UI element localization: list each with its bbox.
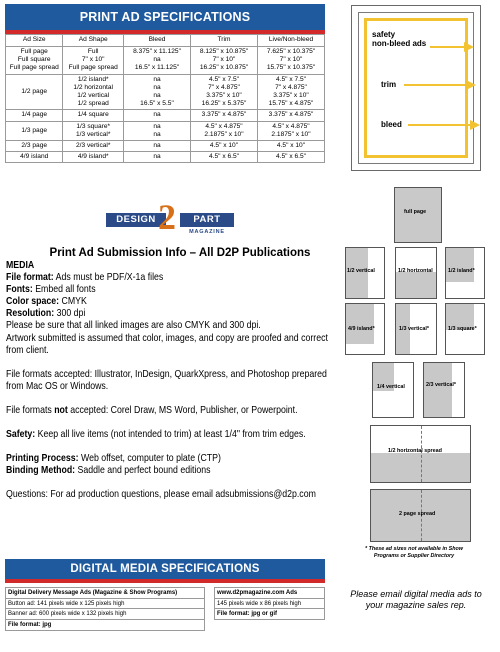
table-header-row <box>6 35 325 47</box>
column-header: Bleed <box>124 35 191 47</box>
table-cell: 4/9 island* <box>63 152 124 163</box>
column-header: Trim <box>191 35 258 47</box>
table-row <box>6 74 325 110</box>
print-specs-title: PRINT AD SPECIFICATIONS <box>5 4 325 30</box>
thumb-two-thirds-vertical: 2/3 vertical* <box>423 362 465 418</box>
table-cell: 3.375" x 4.875" <box>191 110 258 121</box>
artwork-note: Artwork submitted is assumed that color, images, and copy are proofed and correct from client. <box>6 332 328 356</box>
table-cell: 4.5" x 6.5" <box>257 152 324 163</box>
table-cell: 8.375" x 11.125" na 16.5" x 11.125" <box>124 47 191 75</box>
website-ads-heading: www.d2pmagazine.com Ads <box>214 587 325 599</box>
thumb-half-vertical: 1/2 vertical <box>345 247 385 299</box>
color-space-label: Color space: <box>6 296 60 308</box>
table-cell: 4.5" x 4.875" 2.1875" x 10" <box>191 121 258 140</box>
email-note: Please email digital media ads to your magazine sales rep. <box>350 589 482 610</box>
table-cell: 7.625" x 10.375" 7" x 10" 15.75" x 10.375" <box>257 47 324 75</box>
table-cell: 1/2 island* 1/2 horizontal 1/2 vertical 1/2 spread <box>63 74 124 110</box>
table-cell: 4/9 island <box>6 152 63 163</box>
table-cell: 4.5" x 10" <box>191 141 258 152</box>
table-cell: na na <box>124 121 191 140</box>
table-cell: 4.5" x 6.5" <box>191 152 258 163</box>
thumb-half-horizontal: 1/2 horizontal <box>395 247 437 299</box>
print-specs-table <box>5 34 325 163</box>
table-row <box>6 47 325 75</box>
design2part-logo <box>106 197 232 243</box>
print-specs-section <box>5 4 325 163</box>
diagram-label-safety: safety <box>372 30 396 39</box>
digital-specs-section <box>5 559 325 645</box>
table-cell: 1/3 page <box>6 121 63 140</box>
banner-ad-spec: Banner ad: 600 pixels wide x 132 pixels high <box>5 608 205 620</box>
submission-title: Print Ad Submission Info – All D2P Publications <box>49 247 311 259</box>
column-header: Live/Non-bleed <box>257 35 324 47</box>
logo-part: PART <box>180 213 234 227</box>
safety-value: Keep all live items (not intended to trim) at least 1/4" from trim edges. <box>35 429 306 441</box>
table-cell: 1/2 page <box>6 74 63 110</box>
button-ad-spec: Button ad: 141 pixels wide x 125 pixels high <box>5 598 205 610</box>
fonts-value: Embed all fonts <box>32 284 96 296</box>
digital-delivery-file-format: File format: jpg <box>5 619 205 631</box>
thumb-four-ninths-island: 4/9 island* <box>345 303 385 355</box>
file-format-value: Ads must be PDF/X-1a files <box>53 272 164 284</box>
table-cell: 4.5" x 4.875" 2.1875" x 10" <box>257 121 324 140</box>
binding-method-value: Saddle and perfect bound editions <box>75 465 211 477</box>
table-cell: 8.125" x 10.875" 7" x 10" 16.25" x 10.875" <box>191 47 258 75</box>
column-header: Ad Shape <box>63 35 124 47</box>
table-row <box>6 121 325 140</box>
logo-design: DESIGN <box>106 213 166 227</box>
logo-two: 2 <box>158 197 176 237</box>
table-cell: na na na 16.5" x 5.5" <box>124 74 191 110</box>
digital-delivery-heading: Digital Delivery Message Ads (Magazine & Show Programs) <box>5 587 205 599</box>
questions-contact: Questions: For ad production questions, please email adsubmissions@d2p.com <box>6 489 316 501</box>
table-row <box>6 110 325 121</box>
thumb-third-vertical: 1/3 vertical* <box>395 303 437 355</box>
thumb-quarter-vertical: 1/4 vertical <box>372 362 414 418</box>
media-heading: MEDIA <box>6 260 35 271</box>
table-cell: 1/4 square <box>63 110 124 121</box>
diagram-arrows <box>352 6 482 172</box>
table-cell: na <box>124 110 191 121</box>
printing-process-value: Web offset, computer to plate (CTP) <box>78 453 221 465</box>
fonts-label: Fonts: <box>6 284 33 296</box>
table-cell: 2/3 page <box>6 141 63 152</box>
website-ads-file-format: File format: jpg or gif <box>214 608 325 620</box>
table-row <box>6 141 325 152</box>
thumb-third-square: 1/3 square* <box>445 303 485 355</box>
digital-delivery-column <box>5 587 205 630</box>
diagram-label-nonbleed: non-bleed ads <box>372 39 427 48</box>
digital-specs-title: DIGITAL MEDIA SPECIFICATIONS <box>5 559 325 579</box>
arrow-bleed-icon <box>408 120 480 130</box>
table-cell: 4.5" x 7.5" 7" x 4.875" 3.375" x 10" 15.75" x 4.875" <box>257 74 324 110</box>
digital-specs-table <box>5 587 325 645</box>
thumbnails-footnote: * These ad sizes not available in Show Programs or Supplier Directory <box>365 546 463 559</box>
file-format-label: File format: <box>6 272 54 284</box>
table-cell: 4.5" x 7.5" 7" x 4.875" 3.375" x 10" 16.25" x 5.375" <box>191 74 258 110</box>
website-ads-column <box>214 587 325 619</box>
diagram-label-trim: trim <box>381 80 397 89</box>
formats-not-accepted: File formats not accepted: Corel Draw, MS Word, Publisher, or Powerpoint. <box>6 404 298 416</box>
table-cell: 4.5" x 10" <box>257 141 324 152</box>
table-cell: Full page Full square Full page spread <box>6 47 63 75</box>
logo-magazine: MAGAZINE <box>189 229 225 235</box>
safety-label: Safety: <box>6 429 36 441</box>
table-cell: 2/3 vertical* <box>63 141 124 152</box>
table-cell: na <box>124 141 191 152</box>
thumb-two-page-spread: 2 page spread <box>370 489 471 542</box>
table-cell: 1/4 page <box>6 110 63 121</box>
submission-info <box>6 260 331 501</box>
resolution-value: 300 dpi <box>54 308 86 320</box>
table-cell: 3.375" x 4.875" <box>257 110 324 121</box>
digital-specs-red-rule <box>5 579 325 583</box>
resolution-label: Resolution: <box>6 308 55 320</box>
column-header: Ad Size <box>6 35 63 47</box>
arrow-trim-icon <box>404 80 476 90</box>
thumb-half-island: 1/2 island* <box>445 247 485 299</box>
table-cell: 1/3 square* 1/3 vertical* <box>63 121 124 140</box>
formats-accepted: File formats accepted: Illustrator, InDesign, QuarkXpress, and Photoshop prepared from Mac OS or Windows. <box>6 368 327 392</box>
color-space-value: CMYK <box>59 296 87 308</box>
thumb-half-horizontal-spread: 1/2 horizontal spread <box>370 425 471 483</box>
website-ad-size: 145 pixels wide x 86 pixels high <box>214 598 325 610</box>
printing-process-label: Printing Process: <box>6 453 79 465</box>
safety-trim-bleed-diagram <box>351 5 481 171</box>
arrow-safety-icon <box>430 42 474 52</box>
table-row <box>6 152 325 163</box>
thumb-full-page: full page <box>394 187 442 243</box>
binding-method-label: Binding Method: <box>6 465 76 477</box>
table-cell: na <box>124 152 191 163</box>
cmyk-note: Please be sure that all linked images are also CMYK and 300 dpi. <box>6 320 261 332</box>
table-cell: Full 7" x 10" Full page spread <box>63 47 124 75</box>
diagram-label-bleed: bleed <box>381 120 402 129</box>
